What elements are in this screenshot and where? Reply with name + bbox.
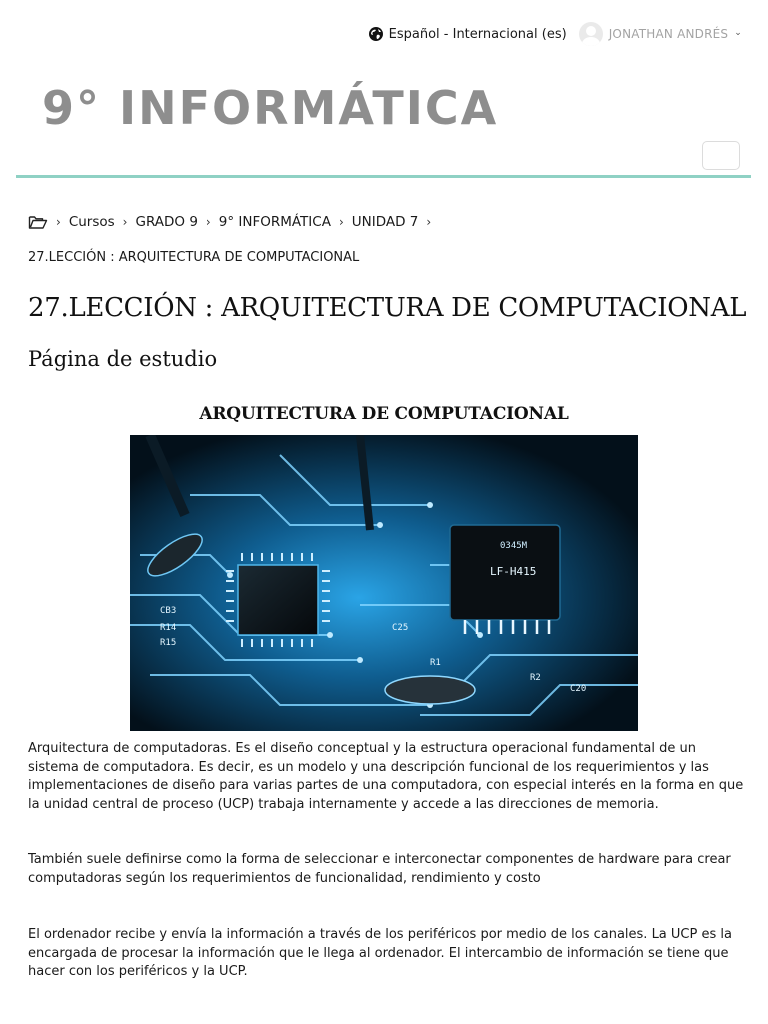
chevron-right-icon: › <box>56 215 61 229</box>
breadcrumb-item-cursos[interactable]: Cursos <box>68 214 115 230</box>
nav-toggle-button[interactable] <box>702 141 740 170</box>
chevron-down-icon: ⌄ <box>734 28 742 38</box>
pcb-label-r15: R15 <box>160 638 177 648</box>
user-name: JONATHAN ANDRÉS <box>608 27 729 41</box>
folder-open-icon[interactable] <box>28 214 48 230</box>
paragraph-2: También suele definirse como la forma de seleccionar e interconectar componentes de hardware para crear computadoras según los requerimientos de funcionalidad, rendimiento y costo <box>28 852 731 886</box>
language-menu[interactable] <box>368 26 567 42</box>
header-divider <box>16 175 751 178</box>
circuit-board-image <box>130 435 638 731</box>
pcb-label-cb3: CB3 <box>160 606 177 616</box>
top-navbar <box>368 20 742 48</box>
user-menu[interactable] <box>579 22 742 46</box>
pcb-label-r14: R14 <box>160 623 177 633</box>
breadcrumb-item-grado[interactable]: GRADO 9 <box>135 214 198 230</box>
chevron-right-icon: › <box>122 215 128 229</box>
chevron-right-icon: › <box>338 215 344 229</box>
paragraph-1: Arquitectura de computadoras. Es el diseño conceptual y la estructura operacional fundamental de un sistema de computadora. Es decir, es un modelo y una descripción funcional de los requerimientos y las implementaciones de diseño para varias partes de una computadora, con especial interés en la forma en que la unidad central de proceso (UCP) trabaja internamente y accede a las direcciones de memoria. <box>28 741 744 812</box>
content-heading: ARQUITECTURA DE COMPUTACIONAL <box>199 404 569 424</box>
globe-icon <box>368 26 384 42</box>
pcb-label-c25: C25 <box>392 623 409 633</box>
chevron-right-icon: › <box>205 215 211 229</box>
avatar <box>579 22 603 46</box>
site-logo-text[interactable]: 9° INFORMÁTICA <box>42 81 499 135</box>
breadcrumb-item-course[interactable]: 9° INFORMÁTICA <box>218 214 331 230</box>
page-subtitle: Página de estudio <box>28 347 218 371</box>
paragraph-3: El ordenador recibe y envía la información a través de los periféricos por medio de los canales. La UCP es la encargada de procesar la información que le llega al ordenador. El intercambio de información se tiene que hacer con los periféricos y la UCP. <box>28 927 732 980</box>
pcb-label-r2: R2 <box>530 673 541 683</box>
breadcrumb-current: 27.LECCIÓN : ARQUITECTURA DE COMPUTACIONAL <box>28 250 360 265</box>
chevron-right-icon: › <box>426 215 432 229</box>
circuit-board-illustration <box>130 435 638 731</box>
pcb-label-c20: C20 <box>570 684 587 694</box>
chip-label-top: 0345M <box>500 541 528 551</box>
page-title: 27.LECCIÓN : ARQUITECTURA DE COMPUTACIONAL <box>28 293 747 323</box>
chip-label-main: LF-H415 <box>490 565 537 578</box>
breadcrumb-item-unidad[interactable]: UNIDAD 7 <box>351 214 419 230</box>
language-label: Español - Internacional (es) <box>388 26 567 42</box>
pcb-label-r1: R1 <box>430 658 441 668</box>
breadcrumb <box>28 211 439 233</box>
